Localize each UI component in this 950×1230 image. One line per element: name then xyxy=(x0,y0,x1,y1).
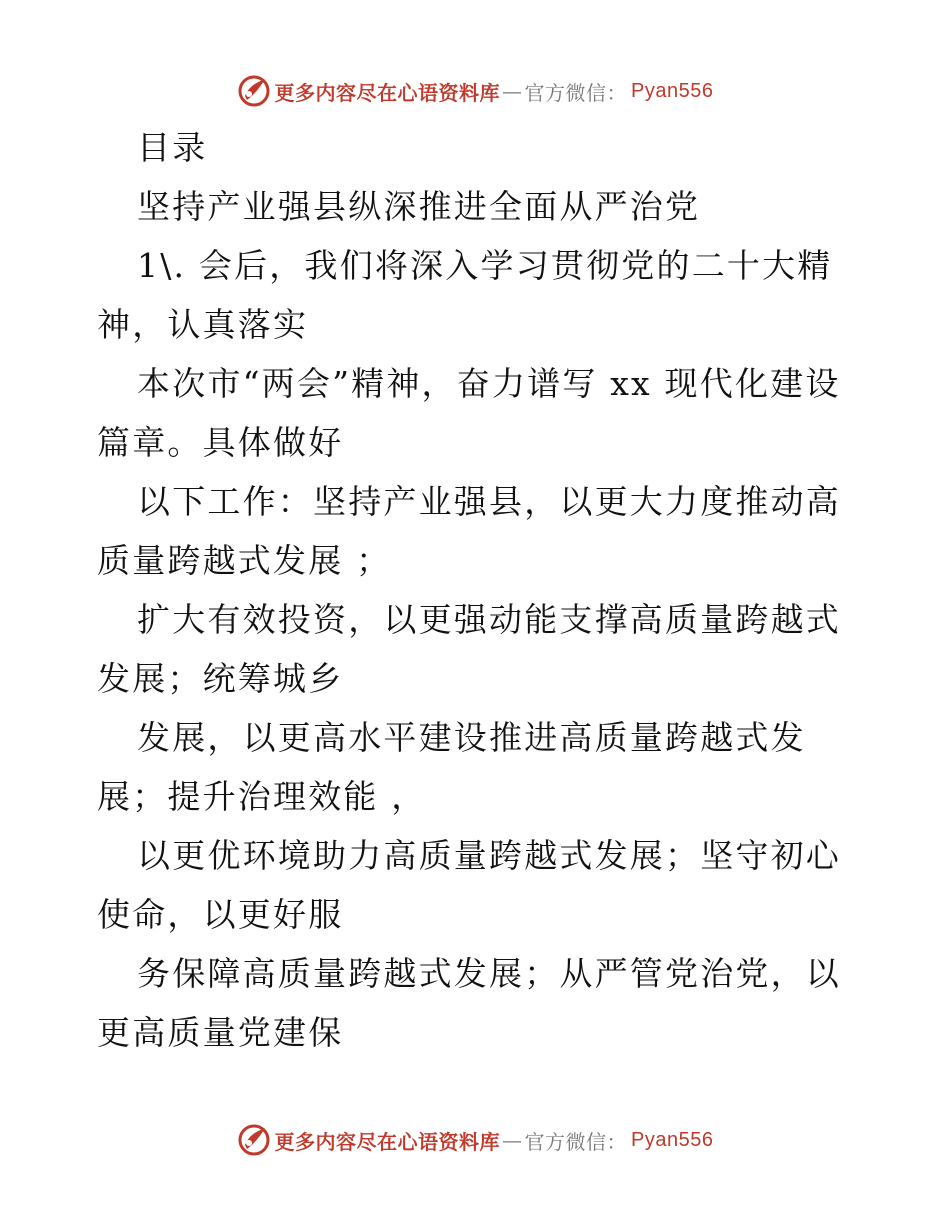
paragraph: 务保障高质量跨越式发展；从严管党治党，以更高质量党建保 xyxy=(97,954,841,1052)
paragraph: 目录 xyxy=(137,128,208,167)
brush-logo-icon xyxy=(237,74,271,108)
header-watermark xyxy=(0,71,950,111)
watermark-dash: — xyxy=(502,79,523,103)
watermark-text: 更多内容尽在心语资料库 xyxy=(274,1129,501,1154)
paragraph: 扩大有效投资，以更强动能支撑高质量跨越式发展；统筹城乡 xyxy=(97,600,841,698)
footer-watermark xyxy=(0,1120,950,1160)
watermark-text: 更多内容尽在心语资料库 xyxy=(274,80,501,105)
watermark-wechat-id: Pyan556 xyxy=(631,1128,714,1151)
paragraph: 以更优环境助力高质量跨越式发展；坚守初心使命，以更好服 xyxy=(97,836,841,934)
paragraph: 坚持产业强县纵深推进全面从严治党 xyxy=(137,187,701,226)
paragraph: 以下工作：坚持产业强县，以更大力度推动高质量跨越式发展 ； xyxy=(97,482,841,580)
paragraph: 本次市“两会”精神，奋力谱写 xx 现代化建设篇章。具体做好 xyxy=(97,364,841,462)
watermark-official: 官方微信： xyxy=(524,1129,628,1154)
brush-logo-icon xyxy=(237,1123,271,1157)
paragraph: 1\. 会后，我们将深入学习贯彻党的二十大精神，认真落实 xyxy=(97,246,833,344)
document-body xyxy=(97,118,857,1062)
watermark-wechat-id: Pyan556 xyxy=(631,79,714,102)
watermark-dash: — xyxy=(502,1128,523,1152)
paragraph: 发展，以更高水平建设推进高质量跨越式发展；提升治理效能 ， xyxy=(97,718,806,816)
watermark-official: 官方微信： xyxy=(524,80,628,105)
